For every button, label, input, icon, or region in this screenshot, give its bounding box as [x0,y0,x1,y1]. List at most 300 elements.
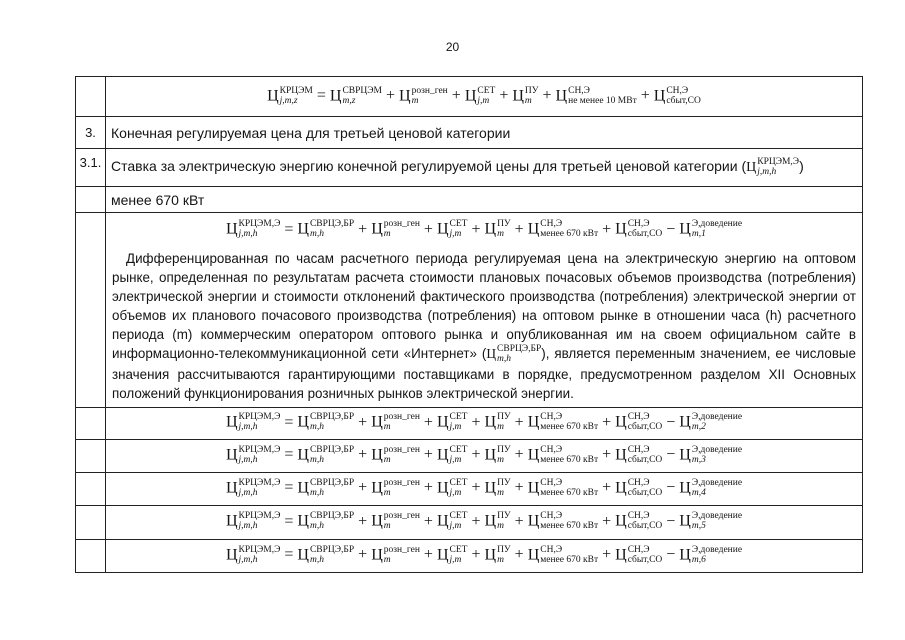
script [497,546,511,565]
script [477,87,495,106]
inline-formula [486,344,542,364]
empty-number-cell [76,472,106,505]
subscript: m [411,95,419,106]
subscript: m,h [309,487,324,498]
symbol: Ц [527,546,540,564]
operator: + [514,220,524,238]
table-row [76,117,863,149]
superscript: КРЦЭМ,Э [238,544,281,555]
superscript: СН,Э [540,477,563,488]
symbol: Ц [225,413,238,431]
superscript: СН,Э [540,412,563,423]
script [412,87,448,106]
paragraph-text-before: Дифференцированная по часам расчетного периода регулируемая цена на электрическую энергию на оптовом рынке, определенная по результатам расчета стоимости плановых почасовых объемов производства (потребления) электрической энергии и стоимости отклонений фактического производства (потребления) электрической энергии от объемов их планового почасового производства (потребления) на оптовом рынке в отношении часа (h) расчетного периода (m) коммерческим оператором оптового рынка и опубликованная им на своем официальном сайте в информационно-телекоммуникационной сети «Интернет» ( [112,251,856,361]
script [239,413,281,432]
superscript: розн_ген [383,511,420,522]
subscript: сбыт,СО [627,554,663,565]
subscript: m [497,454,504,465]
formula-variant-5 [226,512,742,531]
script [310,546,354,565]
script [310,479,354,498]
empty-number-cell [76,213,106,408]
subscript: m,1 [691,229,706,239]
operator: + [471,546,481,564]
superscript: ПУ [497,511,511,522]
subscript: j,m,h [757,166,777,177]
formula-cell [106,505,863,539]
subscript: m,h [497,353,512,364]
script [239,546,281,565]
operator: + [514,512,524,530]
operator: + [471,413,481,431]
operator: + [602,220,612,238]
subscript: менее 670 кВт [540,454,599,465]
superscript: СН,Э [540,544,563,555]
symbol: Ц [615,413,627,431]
operator: + [358,512,368,530]
symbol: Ц [653,87,666,105]
operator: + [423,512,433,530]
symbol: Ц [679,512,691,530]
script [692,546,742,565]
subscript: m,h [309,422,324,433]
script [540,479,598,498]
superscript: розн_ген [383,412,420,423]
superscript: СВРЦЭ,БР [309,511,355,522]
superscript: КРЦЭМ,Э [238,477,281,488]
script [692,413,742,432]
subscript: сбыт,СО [666,95,701,106]
script [239,512,281,531]
formula-cell [106,407,863,439]
superscript: СН,Э [627,444,650,455]
script [310,413,354,432]
superscript: СВРЦЭ,БР [309,544,355,555]
empty-number-cell [76,407,106,439]
symbol: Ц [484,413,497,431]
empty-number-cell [76,187,106,213]
script [692,512,742,531]
script [342,87,382,106]
superscript: СЕТ [477,85,496,96]
subscript: j,m,h [238,454,258,465]
symbol: Ц [399,87,411,105]
table-row [76,149,863,187]
subscript: j,m,h [238,554,258,565]
operator: = [284,546,294,564]
script [239,446,281,465]
script [384,413,420,432]
superscript: ПУ [497,412,511,423]
formula-cell [106,77,863,117]
superscript: Э,доведение [691,511,743,522]
script [384,446,420,465]
script [628,479,663,498]
superscript: ПУ [524,85,539,96]
symbol: Ц [615,512,627,530]
script [540,413,598,432]
operator: + [423,446,433,464]
formula-variant-3 [226,446,742,465]
symbol: Ц [484,220,497,238]
script [525,87,539,106]
superscript: розн_ген [383,219,420,230]
symbol: Ц [555,87,568,105]
superscript: СЕТ [449,412,468,423]
symbol: Ц [371,446,383,464]
subscript: не менее 10 МВт [568,95,637,106]
superscript: Э,доведение [691,219,743,230]
script [497,345,541,364]
superscript: СН,Э [568,85,590,96]
operator: + [602,479,612,497]
symbol: Ц [297,413,309,431]
superscript: КРЦЭМ,Э [238,511,281,522]
symbol: Ц [615,220,627,238]
superscript: СЕТ [449,477,468,488]
formula-variant-1 [226,220,742,239]
inline-formula [746,156,800,177]
superscript: СВРЦЭМ [342,85,383,96]
formula-cell [106,539,863,572]
script [450,413,468,432]
script [540,220,598,239]
symbol: Ц [371,512,383,530]
operator: + [602,413,612,431]
operator: − [666,546,676,564]
formula-cell [106,439,863,472]
script [450,546,468,565]
operator: + [542,87,552,105]
subscript: m,h [309,229,324,239]
superscript: СН,Э [666,85,689,96]
subscript: j,m [477,95,490,106]
subscript: m [497,487,504,498]
symbol: Ц [484,546,497,564]
operator: = [284,479,294,497]
subscript: сбыт,СО [627,229,663,239]
symbol: Ц [527,446,540,464]
subscript: m [383,454,391,465]
empty-number-cell [76,77,106,117]
subscript: m,h [309,521,324,532]
empty-number-cell [76,505,106,539]
operator: + [499,87,509,105]
symbol: Ц [436,512,449,530]
superscript: СН,Э [540,219,563,230]
subscript: m,h [309,554,324,565]
symbol: Ц [297,479,309,497]
script [310,512,354,531]
script [497,512,511,531]
operator: + [602,546,612,564]
superscript: СН,Э [627,477,650,488]
row-text [106,149,863,187]
subscript: сбыт,СО [627,422,663,433]
script [757,158,799,177]
operator: + [471,512,481,530]
symbol: Ц [436,413,449,431]
formula-variant-2 [226,413,742,432]
subscript: m,3 [691,454,706,465]
subscript: j,m,h [238,487,258,498]
superscript: СВРЦЭ,БР [309,219,355,230]
subscript: j,m,h [238,422,258,433]
subscript: m [497,422,504,433]
subscript: m [383,422,391,433]
operator: − [666,220,676,238]
symbol: Ц [679,479,691,497]
operator: = [316,87,326,105]
subscript: сбыт,СО [627,454,663,465]
table-row [76,505,863,539]
subscript: m,h [309,454,324,465]
operator: + [514,546,524,564]
symbol: Ц [371,220,383,238]
superscript: СН,Э [540,444,563,455]
symbol: Ц [371,546,383,564]
script [497,413,511,432]
subscript: m [383,229,391,239]
symbol: Ц [679,413,691,431]
script [450,512,468,531]
formula-variant-6 [226,546,742,565]
superscript: ПУ [497,477,511,488]
symbol: Ц [436,220,449,238]
subscript: менее 670 кВт [540,487,599,498]
operator: + [451,87,461,105]
row-text-close: ) [799,157,804,174]
operator: + [602,512,612,530]
row-text-main: Ставка за электрическую энергию конечной регулируемой цены для третьей ценовой категории ( [111,157,747,174]
operator: + [640,87,650,105]
subscript: сбыт,СО [627,521,663,532]
symbol: Ц [679,446,691,464]
superscript: СВРЦЭ,БР [497,344,542,355]
subscript: j,m,h [238,229,258,239]
script [450,479,468,498]
symbol: Ц [225,479,238,497]
superscript: Э,доведение [691,544,743,555]
operator: + [423,220,433,238]
operator: − [666,413,676,431]
symbol: Ц [297,512,309,530]
script [384,479,420,498]
operator: − [666,446,676,464]
symbol: Ц [297,446,309,464]
script [692,446,742,465]
operator: + [514,446,524,464]
operator: + [358,220,368,238]
superscript: СН,Э [627,219,650,230]
table-row [76,77,863,117]
symbol: Ц [371,413,383,431]
symbol: Ц [329,87,342,105]
script [628,512,663,531]
symbol: Ц [527,220,540,238]
superscript: КРЦЭМ,Э [757,156,800,167]
formula-variant-4 [226,479,742,498]
operator: + [471,479,481,497]
symbol: Ц [679,220,691,238]
script [310,446,354,465]
symbol: Ц [484,446,497,464]
superscript: розн_ген [383,444,420,455]
subscript: сбыт,СО [627,487,663,498]
script [628,220,663,239]
row-number: 3. [76,117,106,149]
script [540,512,598,531]
symbol: Ц [225,220,238,238]
operator: − [666,512,676,530]
script [497,479,511,498]
symbol: Ц [436,446,449,464]
subscript: j,m [449,554,462,565]
script [497,220,511,239]
superscript: СВРЦЭ,БР [309,444,355,455]
subscript: менее 670 кВт [540,422,599,433]
operator: = [284,512,294,530]
superscript: СЕТ [449,544,468,555]
script [692,220,742,239]
script [384,512,420,531]
superscript: розн_ген [383,544,420,555]
script [450,220,468,239]
paragraph-text-after: ), является переменным значением, ее числовые значения рассчитываются гарантирующими поставщиками в порядке, предусмотренном разделом XII Основных положений функционирования розничных рынков электрической энергии. [112,346,857,401]
subscript: m [383,554,391,565]
operator: + [358,446,368,464]
operator: = [284,413,294,431]
subscript: j,m [449,422,462,433]
script [568,87,637,106]
subscript: m,2 [691,422,706,433]
operator: + [423,546,433,564]
symbol: Ц [746,159,757,175]
subscript: j,m,z [279,95,298,106]
script [239,479,281,498]
operator: + [423,413,433,431]
superscript: Э,доведение [691,477,743,488]
script [666,87,701,106]
operator: + [358,479,368,497]
script [628,446,663,465]
symbol: Ц [267,87,279,105]
symbol: Ц [512,87,524,105]
symbol: Ц [225,446,238,464]
symbol: Ц [297,220,309,238]
formula-krcem [267,87,701,106]
subscript: j,m [449,229,462,239]
script [628,413,663,432]
subscript: менее 670 кВт [540,521,599,532]
subscript: m [497,521,504,532]
subscript: m,5 [691,521,706,532]
symbol: Ц [527,413,540,431]
script [540,446,598,465]
script [450,446,468,465]
superscript: КРЦЭМ,Э [238,444,281,455]
symbol: Ц [486,346,497,361]
subscript: m,z [342,95,356,106]
superscript: СН,Э [627,511,650,522]
subscript: m,4 [691,487,706,498]
superscript: ПУ [497,544,511,555]
operator: + [358,546,368,564]
operator: + [602,446,612,464]
table-row [76,187,863,213]
empty-number-cell [76,539,106,572]
superscript: СЕТ [449,444,468,455]
superscript: ПУ [497,444,511,455]
superscript: Э,доведение [691,444,743,455]
operator: + [471,446,481,464]
superscript: КРЦЭМ,Э [238,412,281,423]
symbol: Ц [679,546,691,564]
superscript: ПУ [497,219,511,230]
operator: = [284,220,294,238]
operator: − [666,479,676,497]
symbol: Ц [225,546,238,564]
subscript: m [497,554,504,565]
formula-cell [106,472,863,505]
operator: = [284,446,294,464]
table-row [76,472,863,505]
script [384,546,420,565]
script [310,220,354,239]
script [384,220,420,239]
description-paragraph [106,247,862,407]
script [280,87,313,106]
superscript: СВРЦЭ,БР [309,477,355,488]
subscript: менее 670 кВт [540,554,599,565]
symbol: Ц [615,446,627,464]
script [497,446,511,465]
subscript: m [383,521,391,532]
superscript: СН,Э [627,544,650,555]
operator: + [471,220,481,238]
subscript: j,m [449,487,462,498]
superscript: СЕТ [449,511,468,522]
empty-number-cell [76,439,106,472]
operator: + [514,413,524,431]
subscript: j,m [449,521,462,532]
superscript: СЕТ [449,219,468,230]
symbol: Ц [371,479,383,497]
symbol: Ц [527,512,540,530]
subscript: j,m [449,454,462,465]
operator: + [358,413,368,431]
script [239,220,281,239]
symbol: Ц [225,512,238,530]
row-number: 3.1. [76,149,106,187]
symbol: Ц [484,479,497,497]
table-row [76,213,863,408]
symbol: Ц [484,512,497,530]
row-text: Конечная регулируемая цена для третьей ценовой категории [106,117,863,149]
subscript: m [524,95,532,106]
subscript: менее 670 кВт [540,229,599,239]
formula-and-description-cell [106,213,863,408]
operator: + [423,479,433,497]
superscript: КРЦЭМ [279,85,313,96]
symbol: Ц [615,546,627,564]
symbol: Ц [615,479,627,497]
subscript: m,6 [691,554,706,565]
symbol: Ц [436,546,449,564]
symbol: Ц [436,479,449,497]
script [692,479,742,498]
superscript: розн_ген [411,85,448,96]
